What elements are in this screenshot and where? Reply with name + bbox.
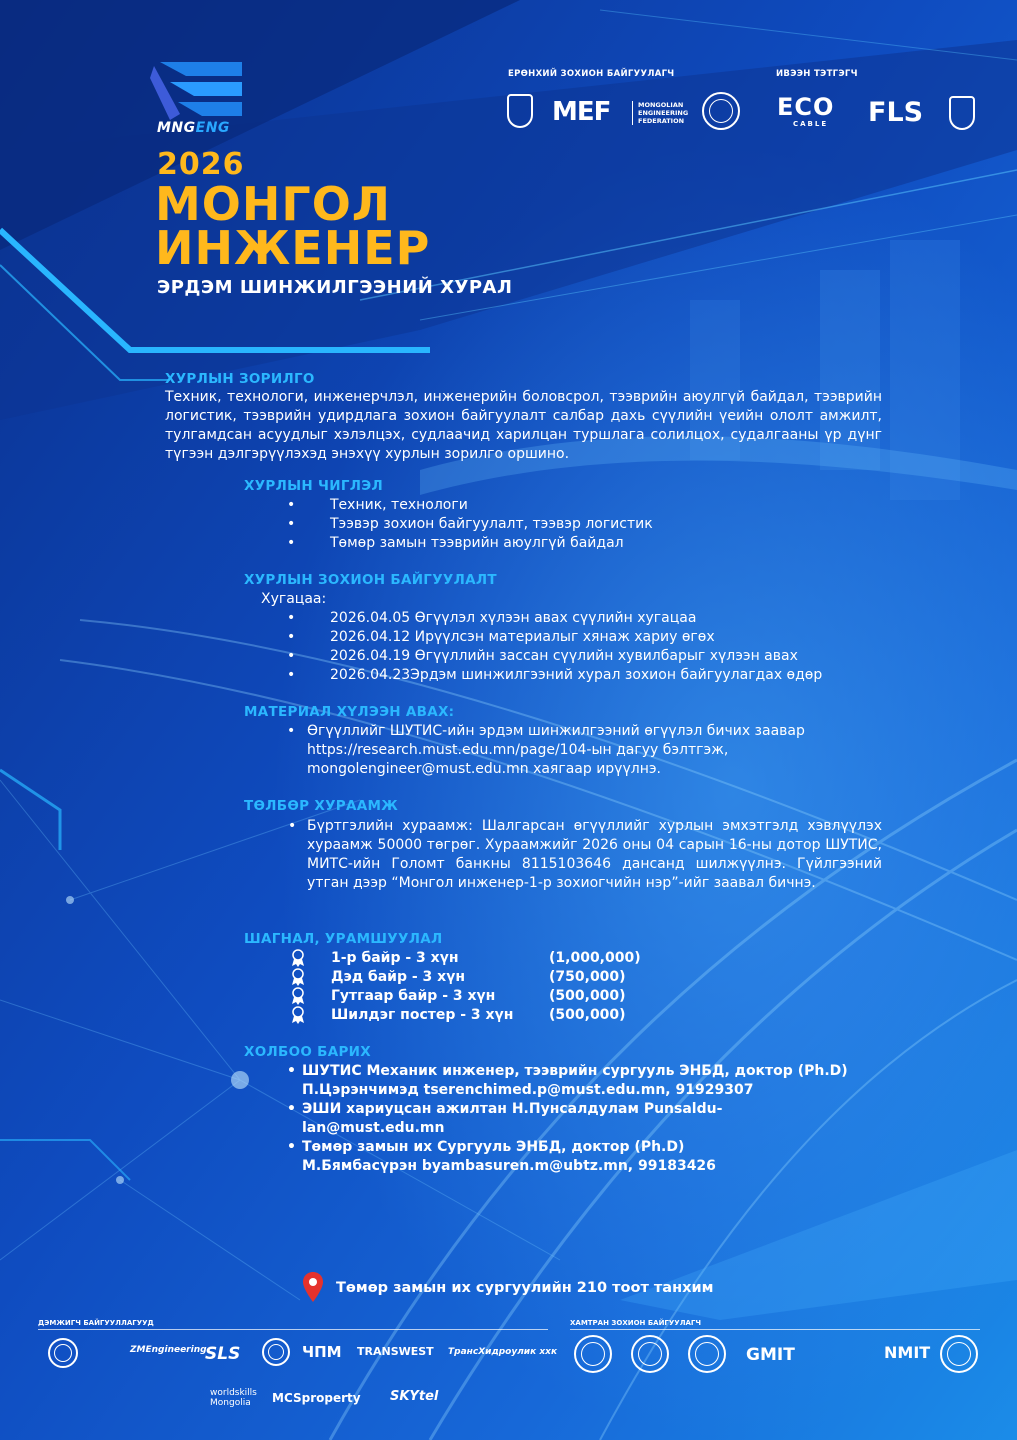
list-item: • Өгүүллийг ШУТИС-ийн эрдэм шинжилгээний өгүүлэл бичих заавар https://research.must.edu.mn/page/104-ын дагуу бэлтгэж, mongolengineer@must.edu.mn хаягаар ирүүлнэ. xyxy=(287,722,907,779)
direction-list xyxy=(287,496,847,553)
list-item: • Техник, технологи xyxy=(287,497,468,513)
purpose-text: Техник, технологи, инженерчлэл, инженерийн боловсрол, тээврийн аюулгүй байдал, тээврийн логистик, тээврийн удирдлага зохион байгуулалт салбар дахь сүүлийн үеийн ололт амжилт, тулгамдсан асуудлыг хэлэлцэх, судлаачид харилцан туршлага солилцох, судалгааны үр дүнг түгээн дэлгэрүүлэхэд энэхүү хурлын зорилго оршино. xyxy=(165,389,882,462)
medal-icon xyxy=(291,987,305,1005)
guideline-link[interactable]: https://research.must.edu.mn/page/104-ын дагуу бэлтгэж, xyxy=(307,742,729,758)
gear-emblem-logo xyxy=(262,1338,290,1366)
skytel-logo: SKYtel xyxy=(390,1389,439,1404)
medal-icon xyxy=(291,949,305,967)
deadline-label: Хугацаа: xyxy=(261,591,327,607)
round-seal-logo xyxy=(702,92,740,130)
organization-heading: ХУРЛЫН ЗОХИОН БАЙГУУЛАЛТ xyxy=(244,572,497,588)
partner-seal-logo xyxy=(574,1335,612,1373)
awards-heading: ШАГНАЛ, УРАМШУУЛАЛ xyxy=(244,931,443,947)
list-item: • ШУТИС Механик инженер, тээврийн сургууль ЭНБД, доктор (Ph.D) П.Цэрэнчимэд tserenchimed.p@must.edu.mn, 91929307 xyxy=(287,1063,848,1098)
partner-orgs-label: ХАМТРАН ЗОХИОН БАЙГУУЛАГЧ xyxy=(570,1319,702,1327)
venue-location: Төмөр замын их сургуулийн 210 тоот танхим xyxy=(336,1280,714,1296)
list-item: • Тээвэр зохион байгуулалт, тээвэр логистик xyxy=(287,516,653,532)
award-row: 1-р байр - 3 хүн (1,000,000) xyxy=(291,949,641,967)
award-row: Дэд байр - 3 хүн (750,000) xyxy=(291,968,626,986)
medal-icon xyxy=(291,1006,305,1024)
contact-heading: ХОЛБОО БАРИХ xyxy=(244,1044,371,1060)
mcs-property-logo: MCSproperty xyxy=(272,1391,361,1405)
direction-heading: ХУРЛЫН ЧИГЛЭЛ xyxy=(244,478,383,494)
title-line-2: ИНЖЕНЕР xyxy=(155,221,431,275)
mef-logo: MEF xyxy=(552,97,611,127)
award-row: Гутгаар байр - 3 хүн (500,000) xyxy=(291,987,626,1005)
partner-seal-logo xyxy=(940,1335,978,1373)
list-item: • Төмөр замын тээврийн аюулгүй байдал xyxy=(287,535,624,551)
contact-list xyxy=(287,1062,907,1176)
materials-heading: МАТЕРИАЛ ХҮЛЭЭН АВАХ: xyxy=(244,704,455,720)
list-item: • 2026.04.05 Өгүүлэл хүлээн авах сүүлийн хугацаа xyxy=(287,610,697,626)
support-round-logo xyxy=(48,1338,78,1368)
list-item: • ЭШИ хариуцсан ажилтан Н.Пунсалдулам Punsaldu- lan@must.edu.mn xyxy=(287,1101,723,1136)
shield-logo xyxy=(949,96,975,130)
organizer-label: ЕРӨНХИЙ ЗОХИОН БАЙГУУЛАГЧ xyxy=(508,69,675,79)
transwest-logo: TRANSWEST xyxy=(357,1345,434,1358)
location-pin-icon xyxy=(302,1271,324,1303)
fee-heading: ТӨЛБӨР ХУРААМЖ xyxy=(244,798,399,814)
eco-cable-logo: ECO xyxy=(777,93,835,121)
zm-engineering-logo: ZMEngineering xyxy=(130,1345,207,1355)
mef-subtitle: MONGOLIAN ENGINEERING FEDERATION xyxy=(632,101,688,125)
fee-text: • Бүртгэлийн хураамж: Шалгарсан өгүүллийг хурлын эмхэтгэлд хэвлүүлэх хураамж 50000 төгрөг. Хураамжийг 2026 оны 04 сарын 16-ны дотор ШУТИС, МИТС-ийн Голомт банкны 8115103646 дансанд шилжүүлнэ. Гүйлгээний утган дээр “Монгол инженер-1-р зохиогчийн нэр”-ийг заавал бичнэ. xyxy=(288,818,882,891)
title-subtitle: ЭРДЭМ ШИНЖИЛГЭЭНИЙ ХУРАЛ xyxy=(157,277,513,298)
divider xyxy=(570,1329,980,1330)
award-row: Шилдэг постер - 3 хүн (500,000) xyxy=(291,1006,626,1024)
list-item: • 2026.04.12 Ирүүлсэн материалыг хянаж хариу өгөх xyxy=(287,629,715,645)
purpose-heading: ХУРЛЫН ЗОРИЛГО xyxy=(165,371,315,387)
list-item: • Төмөр замын их Сургууль ЭНБД, доктор (Ph.D) М.Бямбасүрэн byambasuren.m@ubtz.mn, 99183426 xyxy=(287,1139,716,1174)
sponsor-label: ИВЭЭН ТЭТГЭГЧ xyxy=(776,69,858,79)
sls-logo: SLS xyxy=(205,1344,241,1364)
worldskills-logo: worldskills Mongolia xyxy=(210,1388,257,1408)
divider xyxy=(38,1329,548,1330)
medal-icon xyxy=(291,968,305,986)
gmit-logo: GMIT xyxy=(746,1345,795,1365)
deadline-list xyxy=(287,609,907,685)
nmit-logo: NMIT xyxy=(884,1343,931,1362)
logo-wordmark: MNGENG xyxy=(157,120,230,136)
partner-seal-logo xyxy=(631,1335,669,1373)
partner-seal-logo xyxy=(688,1335,726,1373)
title-year: 2026 xyxy=(157,147,245,182)
fls-logo: FLS xyxy=(868,97,924,128)
chpm-logo: ЧПМ xyxy=(302,1343,342,1361)
transhydraulic-logo: ТрансХидроулик ххк xyxy=(448,1347,558,1357)
materials-list xyxy=(287,722,907,779)
submission-email[interactable]: mongolengineer@must.edu.mn хаягаар ирүүлнэ. xyxy=(307,761,661,777)
list-item: • 2026.04.19 Өгүүллийн зассан сүүлийн хувилбарыг хүлээн авах xyxy=(287,648,798,664)
list-item: • 2026.04.23Эрдэм шинжилгээний хурал зохион байгуулагдах өдөр xyxy=(287,667,823,683)
support-orgs-label: ДЭМЖИГЧ БАЙГУУЛЛАГУУД xyxy=(38,1319,154,1327)
university-emblem-logo xyxy=(507,94,533,128)
eco-cable-subtitle: CABLE xyxy=(793,120,829,128)
title-line-1: МОНГОЛ xyxy=(155,177,391,231)
